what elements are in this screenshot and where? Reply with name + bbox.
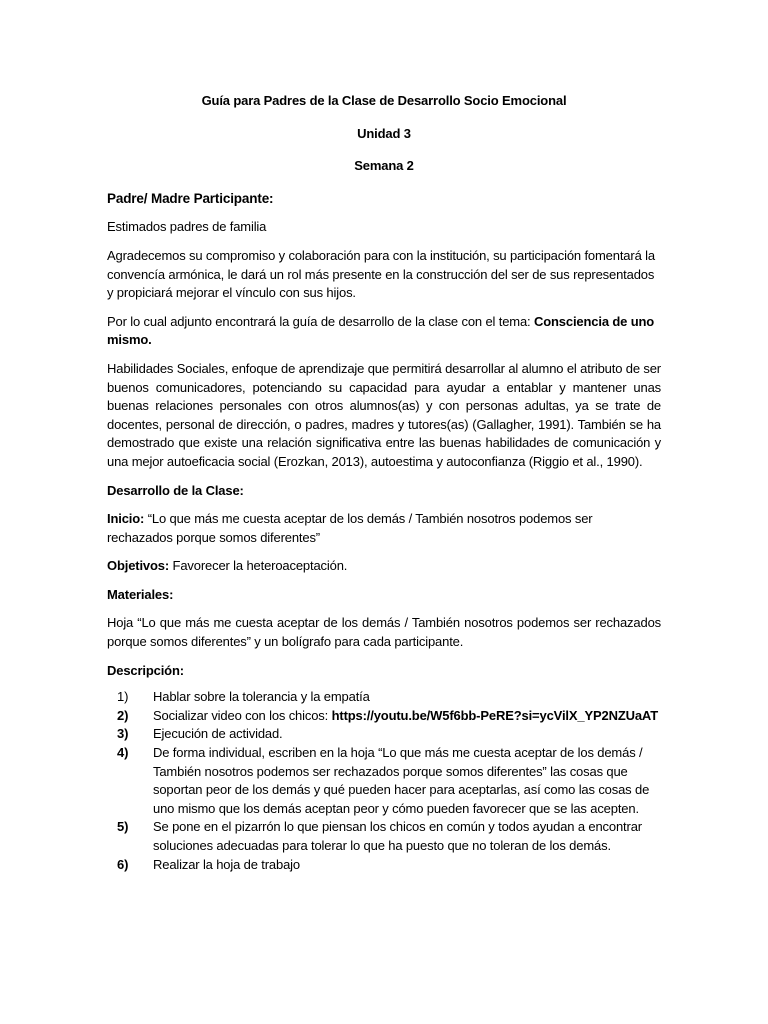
step-text: Hablar sobre la tolerancia y la empatía [153, 689, 370, 705]
participant-heading: Padre/ Madre Participante: [107, 190, 274, 206]
paragraph-topic [107, 313, 661, 350]
topic-name: Consciencia de uno mismo. [107, 313, 655, 348]
step-text: Socializar video con los chicos: [153, 707, 332, 723]
step-text: Se pone en el pizarrón lo que piensan los chicos en común y todos ayudan a encontrar soluciones adecuadas para tolerar lo que ha puesto que no toleran de los demás. [153, 819, 642, 853]
step-text: Realizar la hoja de trabajo [153, 856, 300, 872]
objetivos-label: Objetivos: [107, 558, 170, 574]
list-item [107, 818, 661, 855]
inicio-text: “Lo que más me cuesta aceptar de los demás / También nosotros podemos ser rechazados porque somos diferentes” [107, 511, 593, 545]
class-development-heading: Desarrollo de la Clase: [107, 482, 244, 498]
document-title: Guía para Padres de la Clase de Desarrollo Socio Emocional [201, 93, 567, 108]
step-number: 1) [117, 689, 129, 705]
paragraph-commitment: Agradecemos su compromiso y colaboración para con la institución, su participación fomentará la convencía armónica, le dará un rol más presente en la construcción del ser de sus representados y propiciará mejorar el vínculo con sus hijos. [107, 247, 655, 301]
inicio-paragraph [107, 510, 661, 547]
video-link[interactable]: https://youtu.be/W5f6bb-PeRE?si=ycVilX_YP2NZUaAT [331, 707, 659, 723]
step-text: Ejecución de actividad. [153, 726, 283, 742]
descripcion-heading: Descripción: [107, 662, 184, 678]
step-text: De forma individual, escriben en la hoja “Lo que más me cuesta aceptar de los demás / También nosotros podemos ser rechazados porque somos diferentes” las cosas que soportan peor de los demás y qué pueden hacer para aceptarlas, así como las cosas de uno mismo que los demás aceptan peor y cómo pueden favorecer que se las acepten. [153, 745, 650, 816]
greeting: Estimados padres de familia [107, 219, 267, 235]
list-item [107, 725, 661, 744]
list-item [107, 707, 661, 726]
paragraph-social-skills: Habilidades Sociales, enfoque de aprendizaje que permitirá desarrollar al alumno el atributo de ser buenos comunicadores, potenciando su capacidad para ayudar a entablar y mantener unas buenas relaciones personales con otros alumnos(as) y con personas adultas, ya se trate de docentes, personal de dirección, o padres, madres y tutores(as) (Gallagher, 1991). También se ha demostrado que existe una relación significativa entre las buenas habilidades de comunicación y una mejor autoeficacia social (Erozkan, 2013), autoestima y autoconfianza (Riggio et al., 1990). [107, 360, 661, 469]
inicio-label: Inicio: [107, 511, 145, 527]
materiales-heading: Materiales: [107, 586, 174, 602]
step-number: 5) [117, 819, 129, 835]
week-label: Semana 2 [354, 158, 414, 174]
steps-list [107, 688, 661, 874]
list-item [107, 744, 661, 818]
step-number: 6) [117, 856, 129, 872]
objetivos-text: Favorecer la heteroaceptación. [169, 558, 348, 574]
objetivos-paragraph [107, 557, 661, 576]
step-number: 4) [117, 745, 129, 761]
list-item [107, 688, 661, 707]
list-item [107, 856, 661, 875]
topic-intro-text: Por lo cual adjunto encontrará la guía de desarrollo de la clase con el tema: [107, 313, 534, 329]
unit-label: Unidad 3 [357, 125, 411, 141]
materiales-text: Hoja “Lo que más me cuesta aceptar de los demás / También nosotros podemos ser rechazados porque somos diferentes” y un bolígrafo para cada participante. [107, 615, 661, 650]
step-number: 2) [117, 707, 129, 723]
step-number: 3) [117, 726, 129, 742]
